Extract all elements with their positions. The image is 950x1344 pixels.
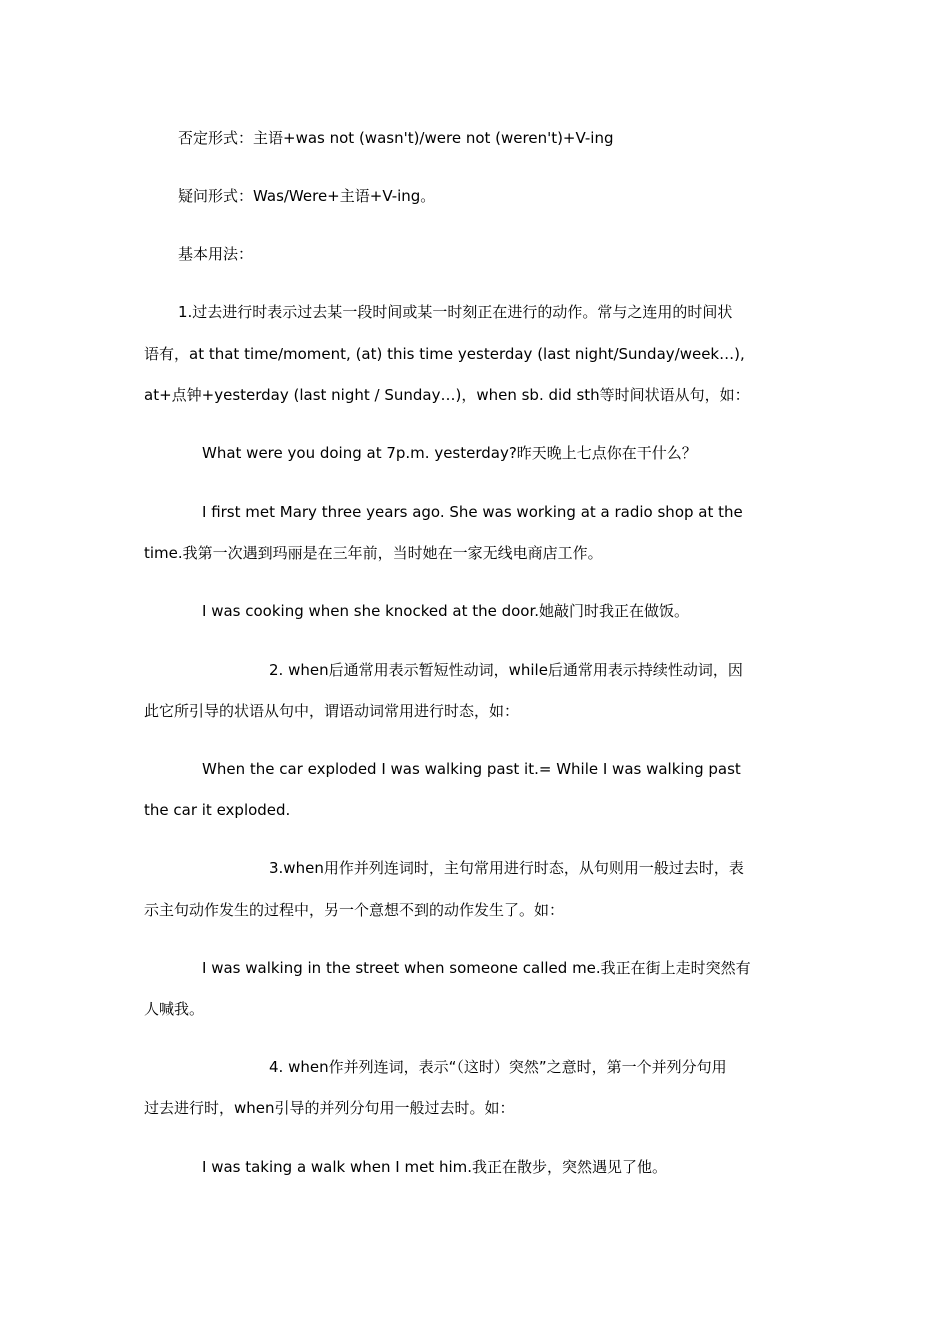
example-1-line: What were you doing at 7p.m. yesterday?昨天晚上七点你在干什么？ bbox=[202, 444, 697, 462]
example-5-line-1: I was walking in the street when someone called me.我正在街上走时突然有 bbox=[202, 959, 751, 977]
point-1-line-2: 语有，at that time/moment, (at) this time yesterday (last night/Sunday/week…), bbox=[144, 345, 745, 363]
point-4-line-2: 过去进行时，when引导的并列分句用一般过去时。如： bbox=[144, 1099, 515, 1117]
question-form-line: 疑问形式：Was/Were+主语+V-ing。 bbox=[178, 187, 436, 205]
point-1-line-3: at+点钟+yesterday (last night / Sunday…)，when sb. did sth等时间状语从句，如： bbox=[144, 386, 750, 404]
negative-form-line: 否定形式：主语+was not (wasn't)/were not (weren't)+V-ing bbox=[178, 129, 614, 147]
example-2-line-1: I first met Mary three years ago. She was working at a radio shop at the bbox=[202, 503, 743, 521]
basic-usage-heading: 基本用法： bbox=[178, 245, 254, 263]
example-2-line-2: time.我第一次遇到玛丽是在三年前，当时她在一家无线电商店工作。 bbox=[144, 544, 603, 562]
point-3-line-2: 示主句动作发生的过程中，另一个意想不到的动作发生了。如： bbox=[144, 901, 565, 919]
point-1-line-1: 1.过去进行时表示过去某一段时间或某一时刻正在进行的动作。常与之连用的时间状 bbox=[178, 303, 733, 321]
example-4-line-2: the car it exploded. bbox=[144, 801, 291, 819]
example-5-line-2: 人喊我。 bbox=[144, 1000, 205, 1018]
point-2-line-1: 2. when后通常用表示暂短性动词，while后通常用表示持续性动词，因 bbox=[269, 661, 743, 679]
example-3-line: I was cooking when she knocked at the door.她敲门时我正在做饭。 bbox=[202, 602, 690, 620]
example-6-line: I was taking a walk when I met him.我正在散步，突然遇见了他。 bbox=[202, 1158, 668, 1176]
point-4-line-1: 4. when作并列连词，表示“（这时）突然”之意时，第一个并列分句用 bbox=[269, 1058, 727, 1076]
example-4-line-1: When the car exploded I was walking past it.= While I was walking past bbox=[202, 760, 741, 778]
point-3-line-1: 3.when用作并列连词时，主句常用进行时态，从句则用一般过去时，表 bbox=[269, 859, 744, 877]
point-2-line-2: 此它所引导的状语从句中，谓语动词常用进行时态，如： bbox=[144, 702, 520, 720]
